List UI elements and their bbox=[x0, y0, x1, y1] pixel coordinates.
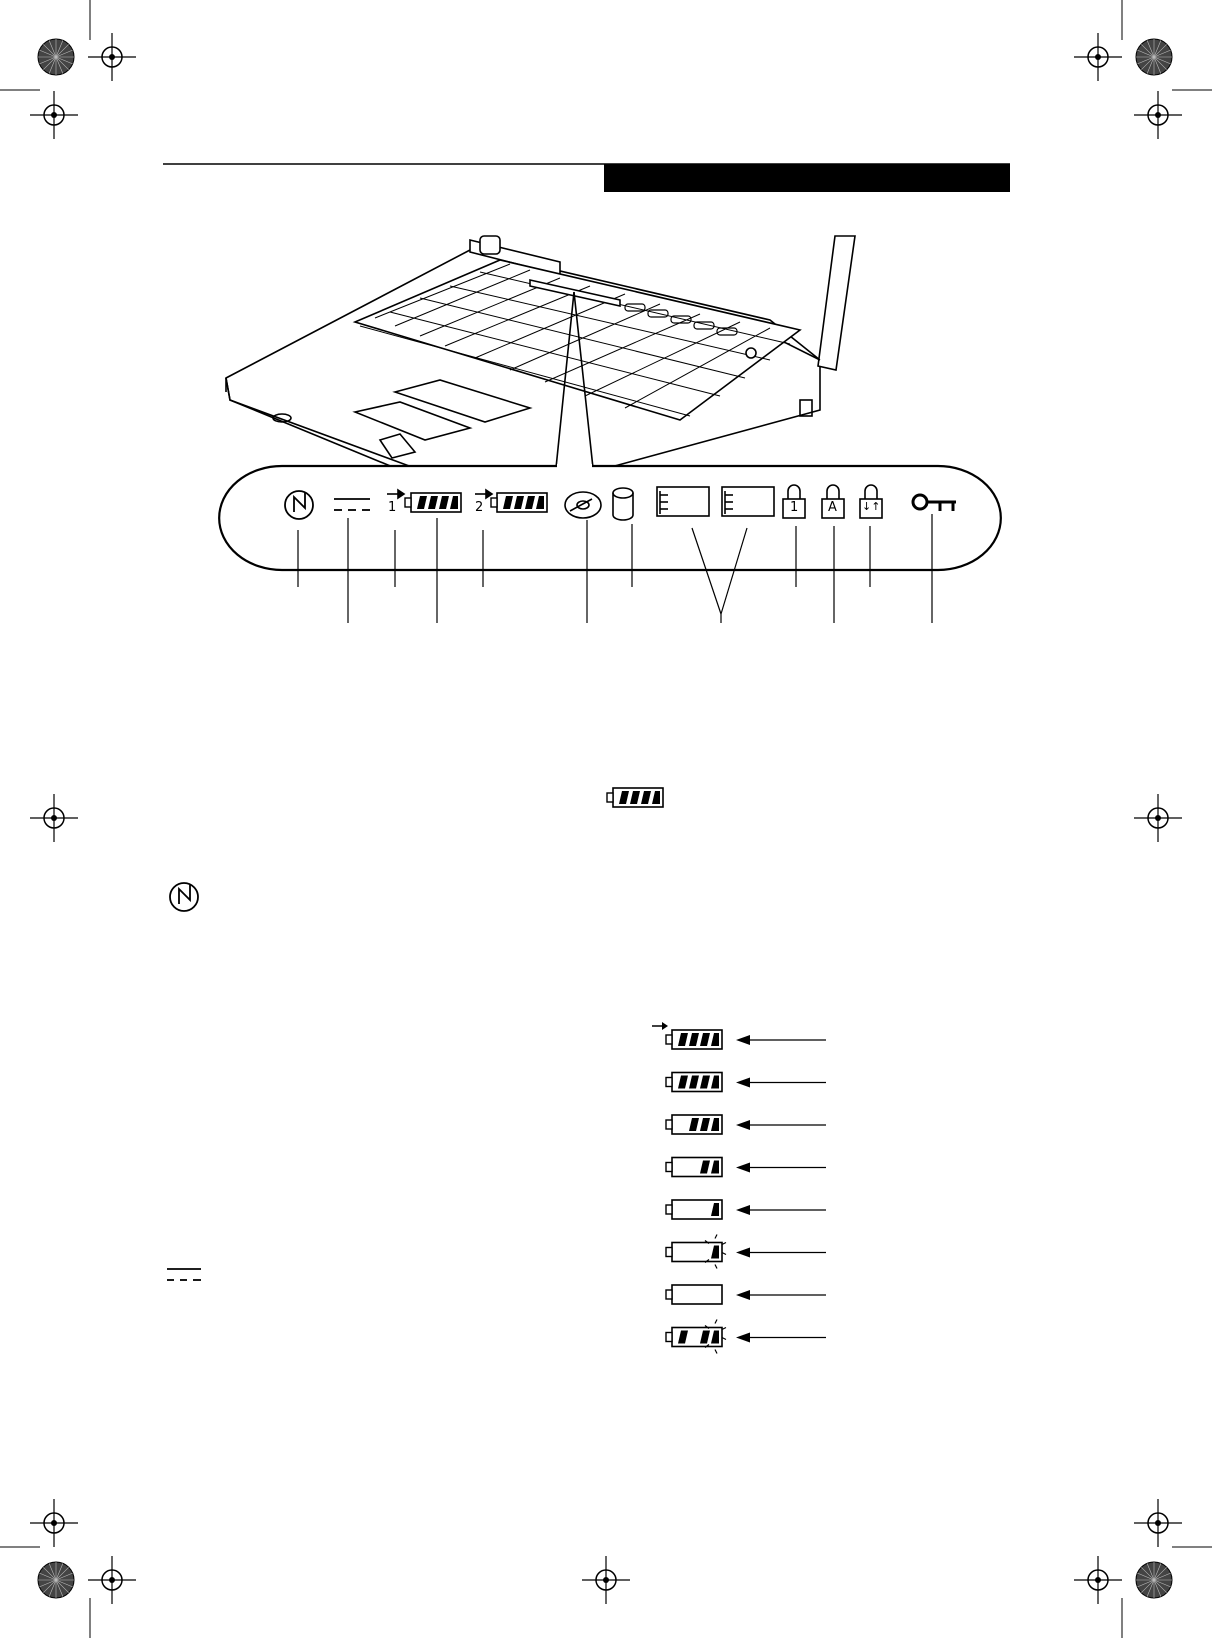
battery-state-three-quarters bbox=[666, 1115, 826, 1134]
page-header bbox=[163, 164, 1010, 192]
battery-1-number: 1 bbox=[388, 500, 397, 515]
battery-2-number: 2 bbox=[475, 500, 484, 515]
legend-pointer-head bbox=[736, 1205, 750, 1215]
legend-pointer-head bbox=[736, 1290, 750, 1300]
battery-state-quarter bbox=[666, 1200, 826, 1219]
status-indicator-panel bbox=[219, 466, 1001, 570]
legend-pointer-head bbox=[736, 1163, 750, 1173]
legend-pointer-head bbox=[736, 1035, 750, 1045]
scroll-lock-label: ↓↑ bbox=[862, 500, 881, 513]
battery-state-half bbox=[666, 1158, 826, 1177]
battery-state-error bbox=[666, 1320, 826, 1354]
legend-pointer-head bbox=[736, 1120, 750, 1130]
laptop-illustration bbox=[226, 236, 855, 470]
battery-2-icon bbox=[491, 493, 547, 512]
inline-dc-power-icon bbox=[167, 1269, 201, 1280]
flash-ray bbox=[715, 1350, 717, 1354]
battery-state-low-flashing bbox=[666, 1235, 826, 1269]
battery-state-full bbox=[666, 1073, 826, 1092]
legend-pointer-head bbox=[736, 1248, 750, 1258]
legend-pointer-head bbox=[736, 1333, 750, 1343]
legend-pointer-head bbox=[736, 1078, 750, 1088]
caps-lock-label: A bbox=[828, 500, 837, 515]
battery-state-empty bbox=[666, 1285, 826, 1304]
flash-ray bbox=[715, 1235, 717, 1239]
charging-arrow-head bbox=[662, 1022, 668, 1030]
inline-battery-icon bbox=[607, 788, 663, 807]
battery-1-icon bbox=[405, 493, 461, 512]
flash-ray bbox=[715, 1320, 717, 1324]
flash-ray bbox=[715, 1265, 717, 1269]
battery-state-legend bbox=[652, 1022, 826, 1354]
battery-state-charging bbox=[652, 1022, 826, 1049]
numlock-label: 1 bbox=[790, 500, 799, 515]
inline-power-icon bbox=[170, 883, 198, 911]
